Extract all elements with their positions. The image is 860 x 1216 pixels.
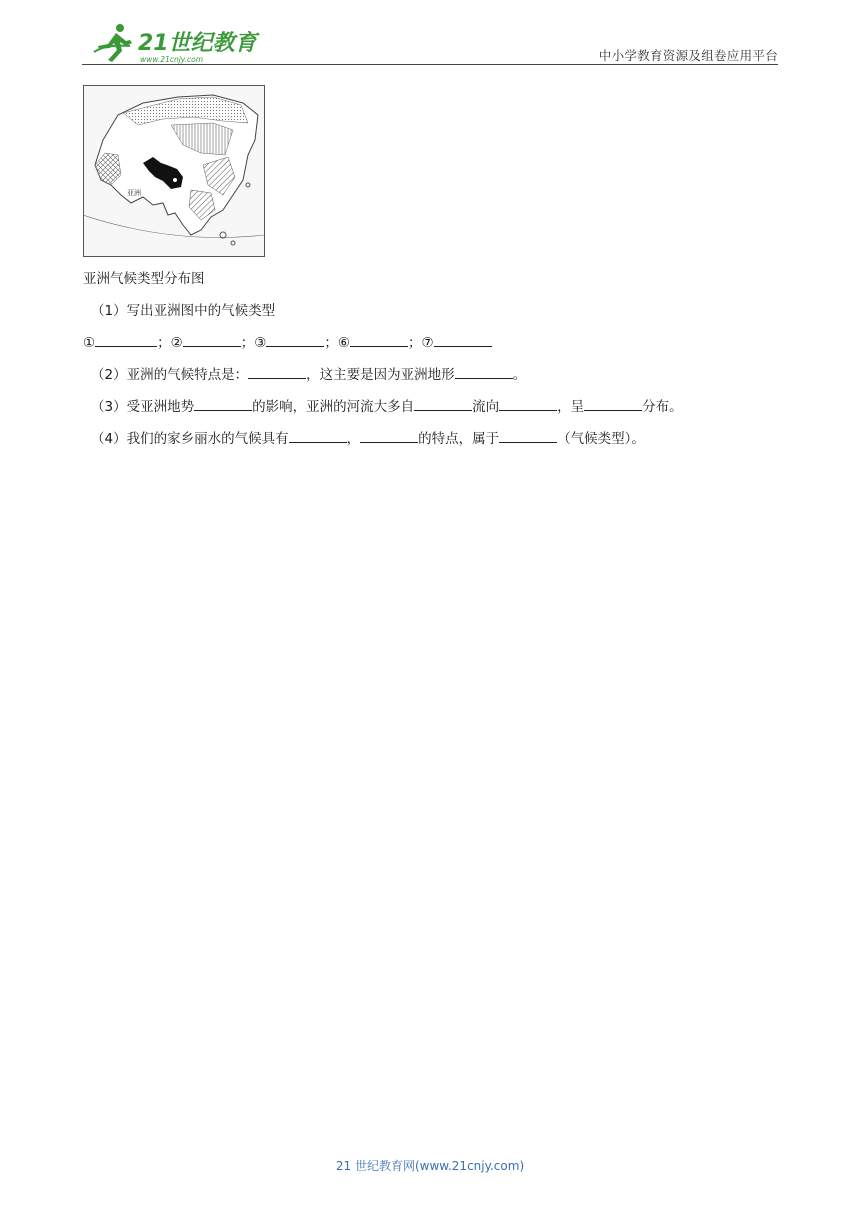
answer-blank[interactable] bbox=[95, 332, 157, 347]
question-1-answers: ① ；② ；③ ；⑥ ；⑦ bbox=[83, 332, 783, 364]
answer-blank[interactable] bbox=[414, 396, 472, 411]
answer-blank[interactable] bbox=[455, 364, 513, 379]
item-3-label: ③ bbox=[254, 335, 267, 351]
item-7-label: ⑦ bbox=[421, 335, 434, 351]
item-6-label: ⑥ bbox=[337, 335, 350, 351]
site-tagline: 中小学教育资源及组卷应用平台 bbox=[598, 48, 778, 63]
page-header bbox=[0, 0, 860, 70]
answer-blank[interactable] bbox=[183, 332, 241, 347]
answer-blank[interactable] bbox=[289, 428, 347, 443]
header-divider bbox=[82, 64, 778, 65]
svg-text:www.21cnjy.com: www.21cnjy.com bbox=[140, 55, 204, 64]
map-label: 亚洲 bbox=[127, 189, 141, 197]
answer-blank[interactable] bbox=[434, 332, 492, 347]
question-1-prompt: （1）写出亚洲图中的气候类型 bbox=[91, 303, 276, 319]
question-content bbox=[83, 268, 783, 460]
answer-blank[interactable] bbox=[499, 428, 557, 443]
runner-icon bbox=[94, 24, 132, 62]
asia-climate-map bbox=[83, 85, 265, 257]
question-3: （3）受亚洲地势 的影响，亚洲的河流大多自 流向 ，呈 分布。 bbox=[83, 396, 783, 428]
answer-blank[interactable] bbox=[499, 396, 557, 411]
answer-blank[interactable] bbox=[584, 396, 642, 411]
item-1-label: ① bbox=[83, 335, 96, 351]
answer-blank[interactable] bbox=[266, 332, 324, 347]
site-logo bbox=[86, 22, 261, 66]
answer-blank[interactable] bbox=[350, 332, 408, 347]
item-2-label: ② bbox=[170, 335, 183, 351]
question-4: （4）我们的家乡丽水的气候具有 ， 的特点，属于 （气候类型）。 bbox=[83, 428, 783, 460]
question-2: （2）亚洲的气候特点是： ，这主要是因为亚洲地形 。 bbox=[83, 364, 783, 396]
page-footer: 21 世纪教育网(www.21cnjy.com) bbox=[335, 1159, 525, 1173]
answer-blank[interactable] bbox=[360, 428, 418, 443]
svg-text:21世纪教育: 21世纪教育 bbox=[138, 31, 257, 56]
answer-blank[interactable] bbox=[248, 364, 306, 379]
figure-caption: 亚洲气候类型分布图 bbox=[83, 271, 205, 287]
answer-blank[interactable] bbox=[194, 396, 252, 411]
